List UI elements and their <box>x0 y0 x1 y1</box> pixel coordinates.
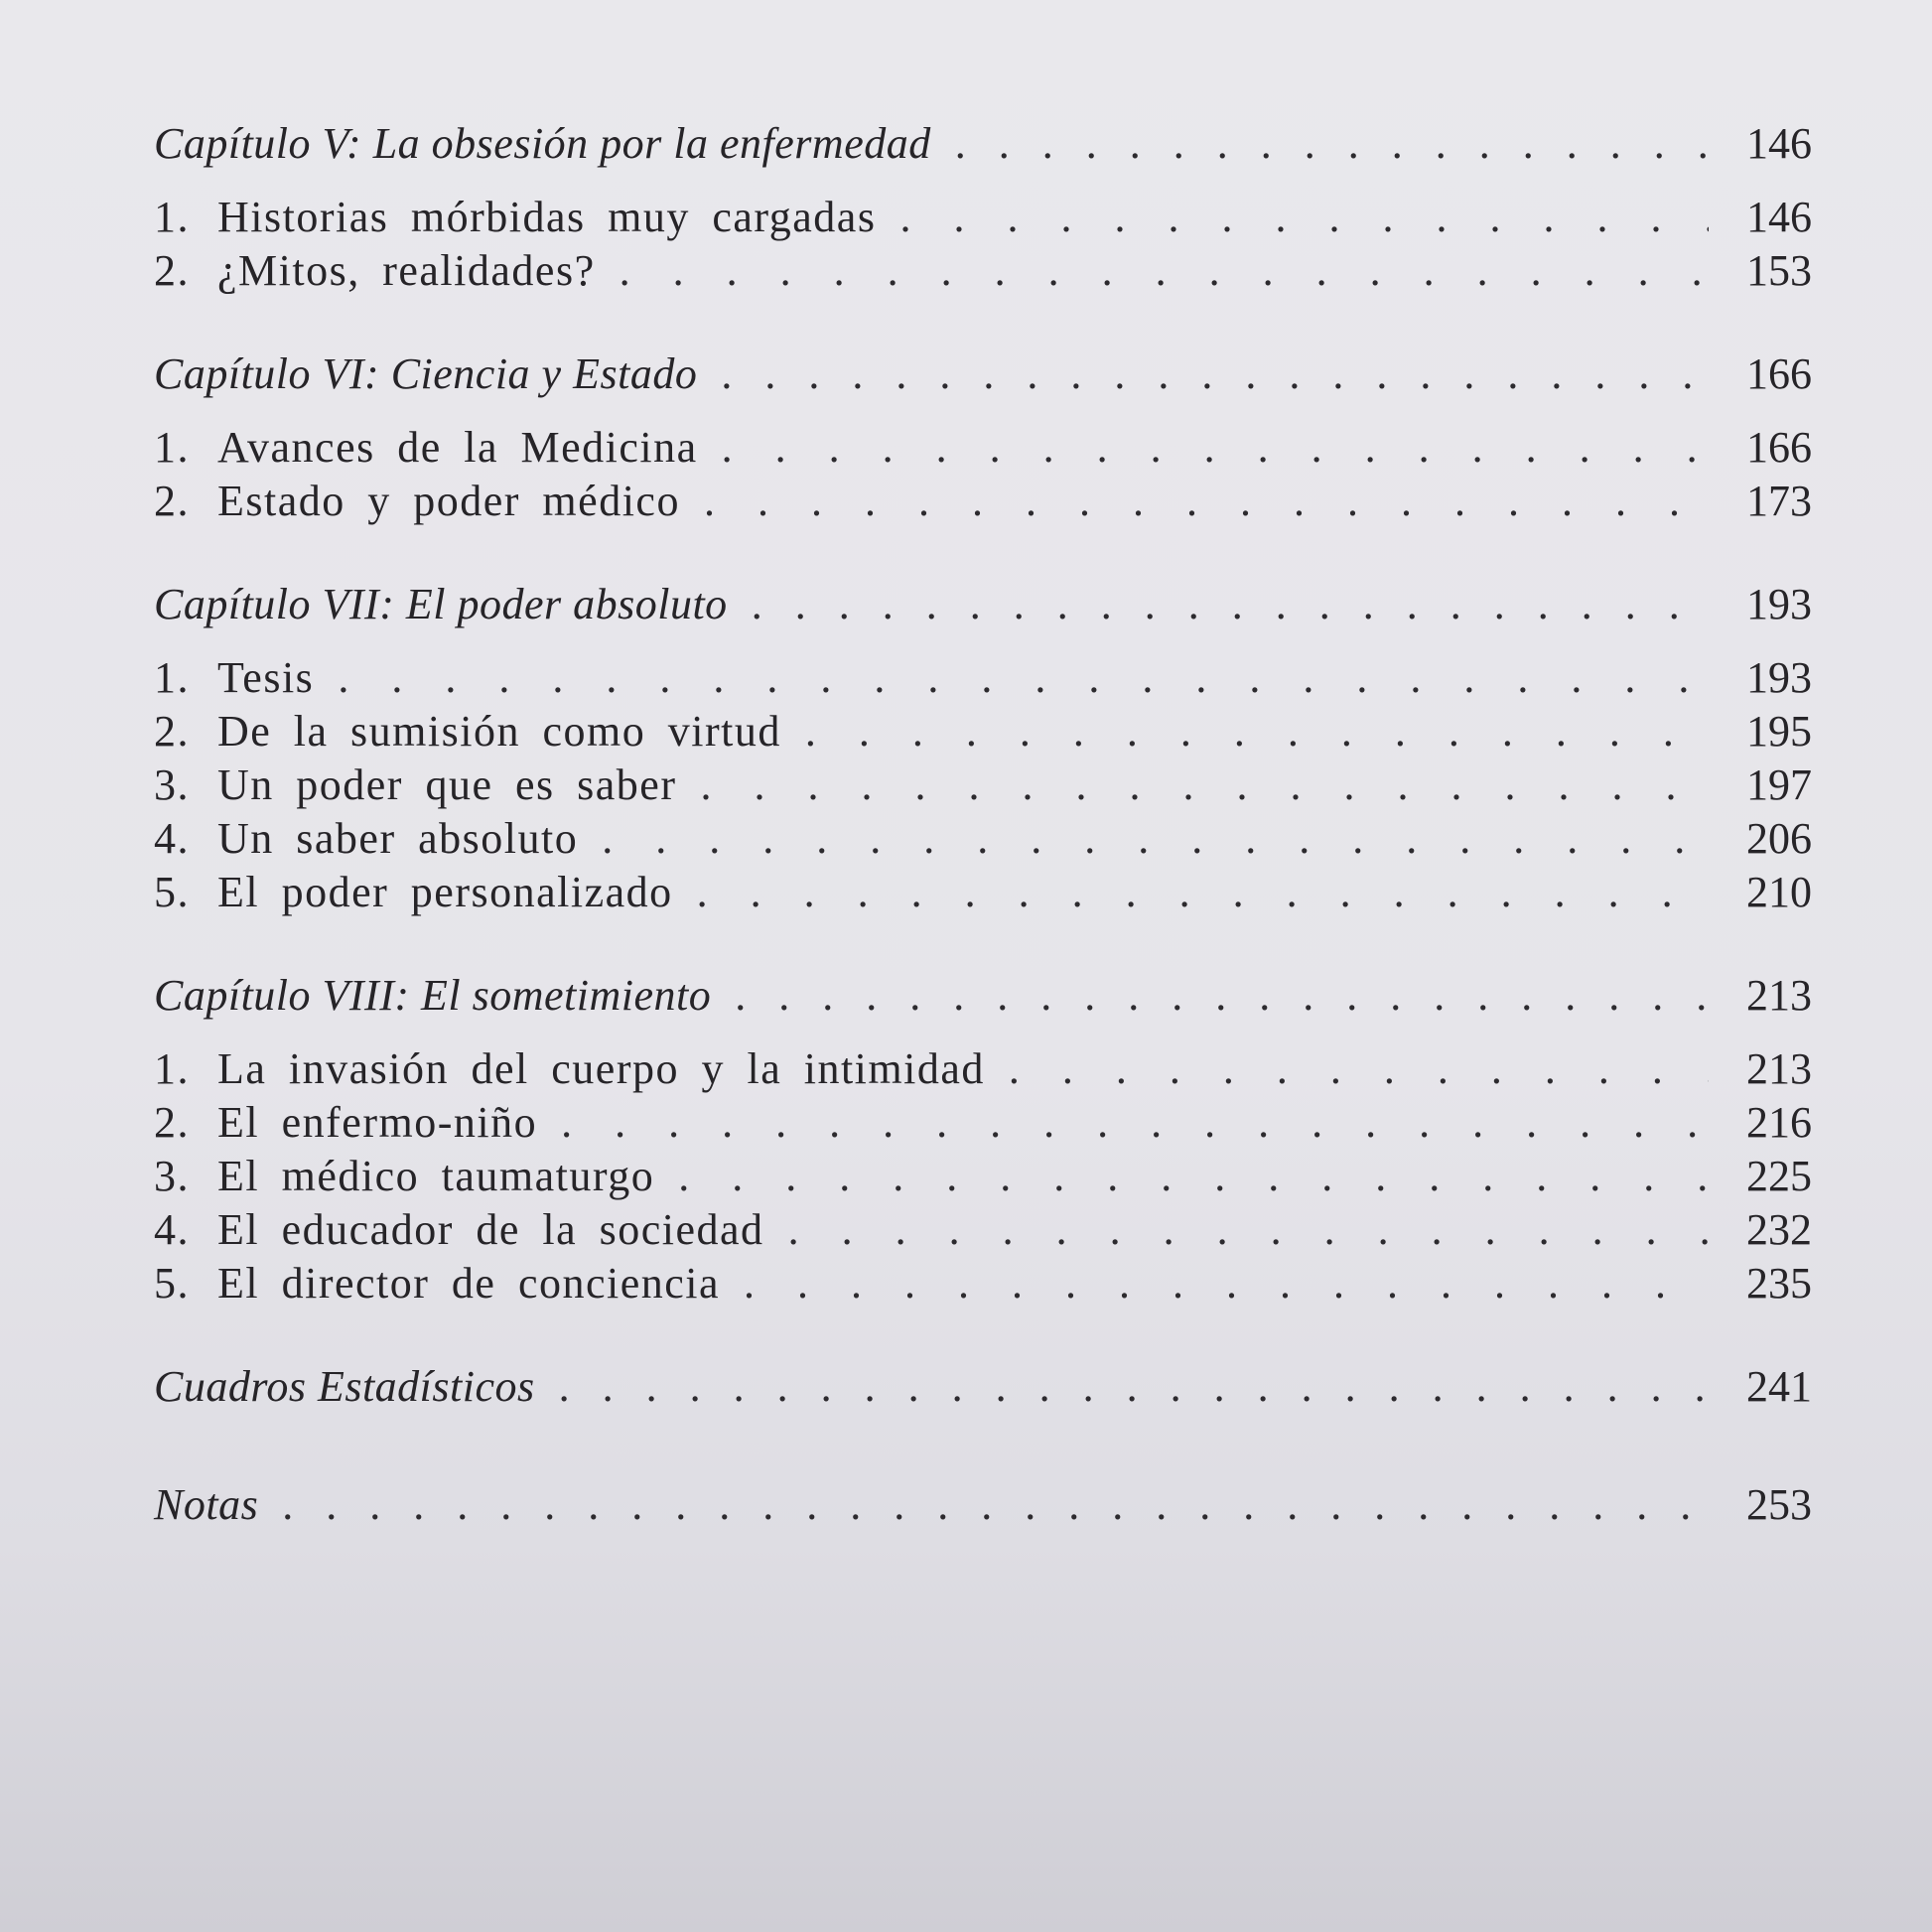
page-number: 195 <box>1746 707 1812 756</box>
item-title: El educador de la sociedad <box>217 1205 764 1254</box>
item-title: El enfermo-niño <box>217 1098 538 1147</box>
dot-leader <box>735 969 1709 1023</box>
dot-leader <box>752 578 1709 631</box>
item-number: 2. <box>154 477 190 525</box>
page-number: 232 <box>1746 1205 1812 1254</box>
page-number: 241 <box>1746 1362 1812 1411</box>
item-title: La invasión del cuerpo y la intimidad <box>217 1044 985 1093</box>
page-number: 146 <box>1746 119 1812 168</box>
page-number: 235 <box>1746 1259 1812 1308</box>
item-title: Un saber absoluto <box>217 814 579 863</box>
page-number: 213 <box>1746 1044 1812 1093</box>
toc-item[interactable] <box>154 244 1812 298</box>
page-number: 225 <box>1746 1152 1812 1200</box>
page-number: 166 <box>1746 349 1812 398</box>
toc-item[interactable] <box>154 421 1812 475</box>
page-number: 173 <box>1746 477 1812 525</box>
dot-leader <box>899 191 1709 244</box>
toc-section-cuadros <box>154 1360 1812 1414</box>
dot-leader <box>805 705 1709 759</box>
page-number: 153 <box>1746 246 1812 295</box>
toc-item[interactable] <box>154 759 1812 812</box>
item-number: 3. <box>154 1152 190 1200</box>
chapter-title: Notas <box>154 1480 259 1529</box>
chapter-entry[interactable] <box>154 117 1812 171</box>
item-number: 2. <box>154 1098 190 1147</box>
item-number: 1. <box>154 1044 190 1093</box>
dot-leader <box>602 812 1709 866</box>
toc-item[interactable] <box>154 866 1812 919</box>
page-number: 146 <box>1746 193 1812 241</box>
item-title: Un poder que es saber <box>217 760 677 809</box>
toc-item[interactable] <box>154 812 1812 866</box>
item-title: Historias mórbidas muy cargadas <box>217 193 877 241</box>
item-title: Tesis <box>217 653 315 702</box>
chapter-title: Capítulo VIII: El sometimiento <box>154 971 712 1020</box>
item-number: 5. <box>154 868 190 916</box>
toc-section-chapter-8 <box>154 969 1812 1311</box>
page-number: 213 <box>1746 971 1812 1020</box>
dot-leader <box>955 117 1709 171</box>
chapter-title: Capítulo VII: El poder absoluto <box>154 580 728 628</box>
page-number: 210 <box>1746 868 1812 916</box>
toc-item[interactable] <box>154 1257 1812 1311</box>
item-number: 1. <box>154 423 190 472</box>
toc-item[interactable] <box>154 1042 1812 1096</box>
item-number: 5. <box>154 1259 190 1308</box>
item-title: De la sumisión como virtud <box>217 707 781 756</box>
toc-item[interactable] <box>154 191 1812 244</box>
toc-section-chapter-5 <box>154 117 1812 298</box>
item-number: 1. <box>154 653 190 702</box>
page-number: 206 <box>1746 814 1812 863</box>
chapter-title: Capítulo V: La obsesión por la enfermedad <box>154 119 931 168</box>
dot-leader <box>282 1478 1709 1532</box>
chapter-entry[interactable] <box>154 347 1812 401</box>
dot-leader <box>697 866 1709 919</box>
toc-item[interactable] <box>154 651 1812 705</box>
chapter-entry[interactable] <box>154 969 1812 1023</box>
item-number: 2. <box>154 246 190 295</box>
dot-leader <box>1009 1042 1709 1096</box>
dot-leader <box>700 759 1709 812</box>
page-number: 193 <box>1746 580 1812 628</box>
item-number: 2. <box>154 707 190 756</box>
item-title: El poder personalizado <box>217 868 673 916</box>
dot-leader <box>788 1203 1709 1257</box>
toc-item[interactable] <box>154 1150 1812 1203</box>
chapter-entry[interactable] <box>154 578 1812 631</box>
dot-leader <box>721 347 1709 401</box>
toc-section-chapter-7 <box>154 578 1812 919</box>
page-number: 197 <box>1746 760 1812 809</box>
item-title: Estado y poder médico <box>217 477 680 525</box>
dot-leader <box>559 1360 1709 1414</box>
toc-section-notas <box>154 1478 1812 1532</box>
item-title: Avances de la Medicina <box>217 423 698 472</box>
dot-leader <box>744 1257 1709 1311</box>
item-number: 4. <box>154 814 190 863</box>
table-of-contents <box>154 117 1812 1596</box>
toc-item[interactable] <box>154 705 1812 759</box>
dot-leader <box>704 475 1709 528</box>
item-number: 4. <box>154 1205 190 1254</box>
chapter-entry[interactable] <box>154 1478 1812 1532</box>
dot-leader <box>722 421 1709 475</box>
toc-section-chapter-6 <box>154 347 1812 528</box>
item-title: ¿Mitos, realidades? <box>217 246 596 295</box>
page-number: 193 <box>1746 653 1812 702</box>
page-number: 253 <box>1746 1480 1812 1529</box>
chapter-entry[interactable] <box>154 1360 1812 1414</box>
page-number: 166 <box>1746 423 1812 472</box>
toc-item[interactable] <box>154 475 1812 528</box>
dot-leader <box>561 1096 1709 1150</box>
dot-leader <box>678 1150 1709 1203</box>
item-number: 1. <box>154 193 190 241</box>
item-title: El director de conciencia <box>217 1259 721 1308</box>
toc-item[interactable] <box>154 1203 1812 1257</box>
dot-leader <box>338 651 1709 705</box>
item-title: El médico taumaturgo <box>217 1152 655 1200</box>
chapter-title: Capítulo VI: Ciencia y Estado <box>154 349 698 398</box>
item-number: 3. <box>154 760 190 809</box>
chapter-title: Cuadros Estadísticos <box>154 1362 535 1411</box>
dot-leader <box>620 244 1709 298</box>
page-number: 216 <box>1746 1098 1812 1147</box>
toc-item[interactable] <box>154 1096 1812 1150</box>
